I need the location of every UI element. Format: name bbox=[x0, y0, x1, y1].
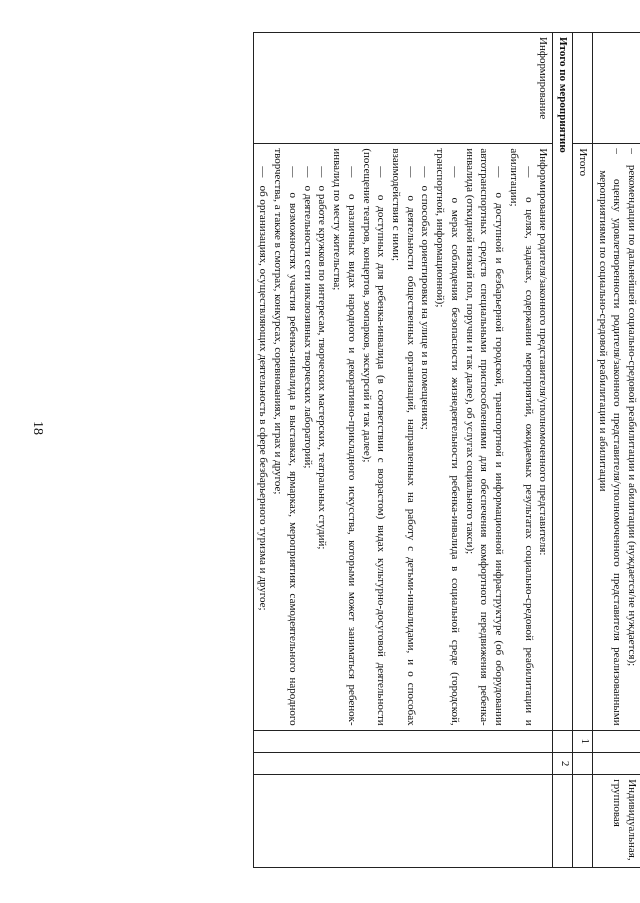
list-item: — о возможностях участия ребенка-инвалида в выставках, ярмарках, мероприятиях самодеятельного народного творчества, а также в смотрах, конкурсах, соревнованиях, играх и другое; bbox=[272, 148, 299, 726]
table-row bbox=[253, 33, 553, 868]
list-item: — о доступных для ребенка-инвалида (в соответствии с возрастом) видах культурно-досуговой деятельности (посещение театров, концертов, зоопарков, экскурсий и так далее); bbox=[360, 148, 388, 726]
section-name: Информирование bbox=[253, 33, 553, 144]
rehabilitation-table bbox=[253, 32, 640, 868]
list-item: — о деятельности сети инклюзивных творческих лабораторий; bbox=[301, 166, 314, 469]
page-number: 18 bbox=[30, 421, 45, 435]
itogo-event-label: Итого по мероприятию bbox=[553, 33, 573, 731]
list-item: — о доступной и безбарьерной городской, транспортной и информационной инфраструктуре (об оборудовании автотранспортных средств специальными приспособлениями для обеспечения комфортного передвижения ребенка-инвалида (откидной низкий пол, поручни и так далее), об услугах социального такси); bbox=[463, 148, 506, 726]
form-cell: Индивидуальная, групповая bbox=[592, 775, 640, 868]
cell-empty bbox=[592, 730, 640, 752]
cell-empty bbox=[573, 775, 593, 868]
list-item: — о способах ориентировки на улице и в помещениях; bbox=[419, 166, 432, 430]
cell-empty bbox=[573, 752, 593, 774]
itogo-value: 1 bbox=[573, 730, 593, 752]
cell-empty bbox=[553, 730, 573, 752]
section-items-cell bbox=[253, 144, 553, 730]
table-row bbox=[592, 33, 640, 868]
list-item: – рекомендации по дальнейшей социально-средовой реабилитации и абилитации (нуждается/не нуждается); bbox=[626, 148, 638, 667]
cell-empty bbox=[253, 752, 553, 774]
list-item: — об организациях, осуществляющих деятельность в сфере безбарьерного туризма и другое; bbox=[257, 166, 270, 611]
list-item: — о различных видах народного и декоративно-прикладного искусства, которыми может заниматься ребенок-инвалид по месту жительства; bbox=[331, 148, 358, 726]
cell-empty bbox=[253, 775, 553, 868]
top-items-cell bbox=[592, 144, 640, 730]
list-item: — о целях, задачах, содержании мероприятий, ожидаемых результатах социально-средовой реабилитации и абилитации; bbox=[507, 148, 535, 726]
cell-empty bbox=[592, 752, 640, 774]
cell-empty bbox=[253, 730, 553, 752]
itogo-label: Итого bbox=[573, 144, 593, 730]
cell-empty bbox=[553, 775, 573, 868]
table-row bbox=[553, 33, 573, 868]
cell-empty bbox=[573, 33, 593, 144]
list-item: — о мерах соблюдения безопасности жизнедеятельности ребенка-инвалида в социальной среде (городской, транспортной, информационной); bbox=[434, 148, 461, 726]
list-item: — о деятельности общественных организаций, направленных на работу с детьми-инвалидами, и о способах взаимодействия с ними; bbox=[389, 148, 417, 726]
cell-empty bbox=[592, 33, 640, 144]
list-item: – оценку удовлетворенности родителя/законного представителя/уполномоченного представителя реализованными мероприятиями по социально-средовой реабилитации и абилитации bbox=[596, 148, 624, 726]
section-intro: Информирование родителя/законного представителя/уполномоченного представителя: bbox=[537, 148, 550, 556]
itogo-event-value: 2 bbox=[553, 752, 573, 774]
list-item: — о работе кружков по интересам, творческих мастерских, театральных студий; bbox=[316, 166, 329, 550]
table-row bbox=[573, 33, 593, 868]
rotated-table-wrapper bbox=[136, 32, 640, 868]
